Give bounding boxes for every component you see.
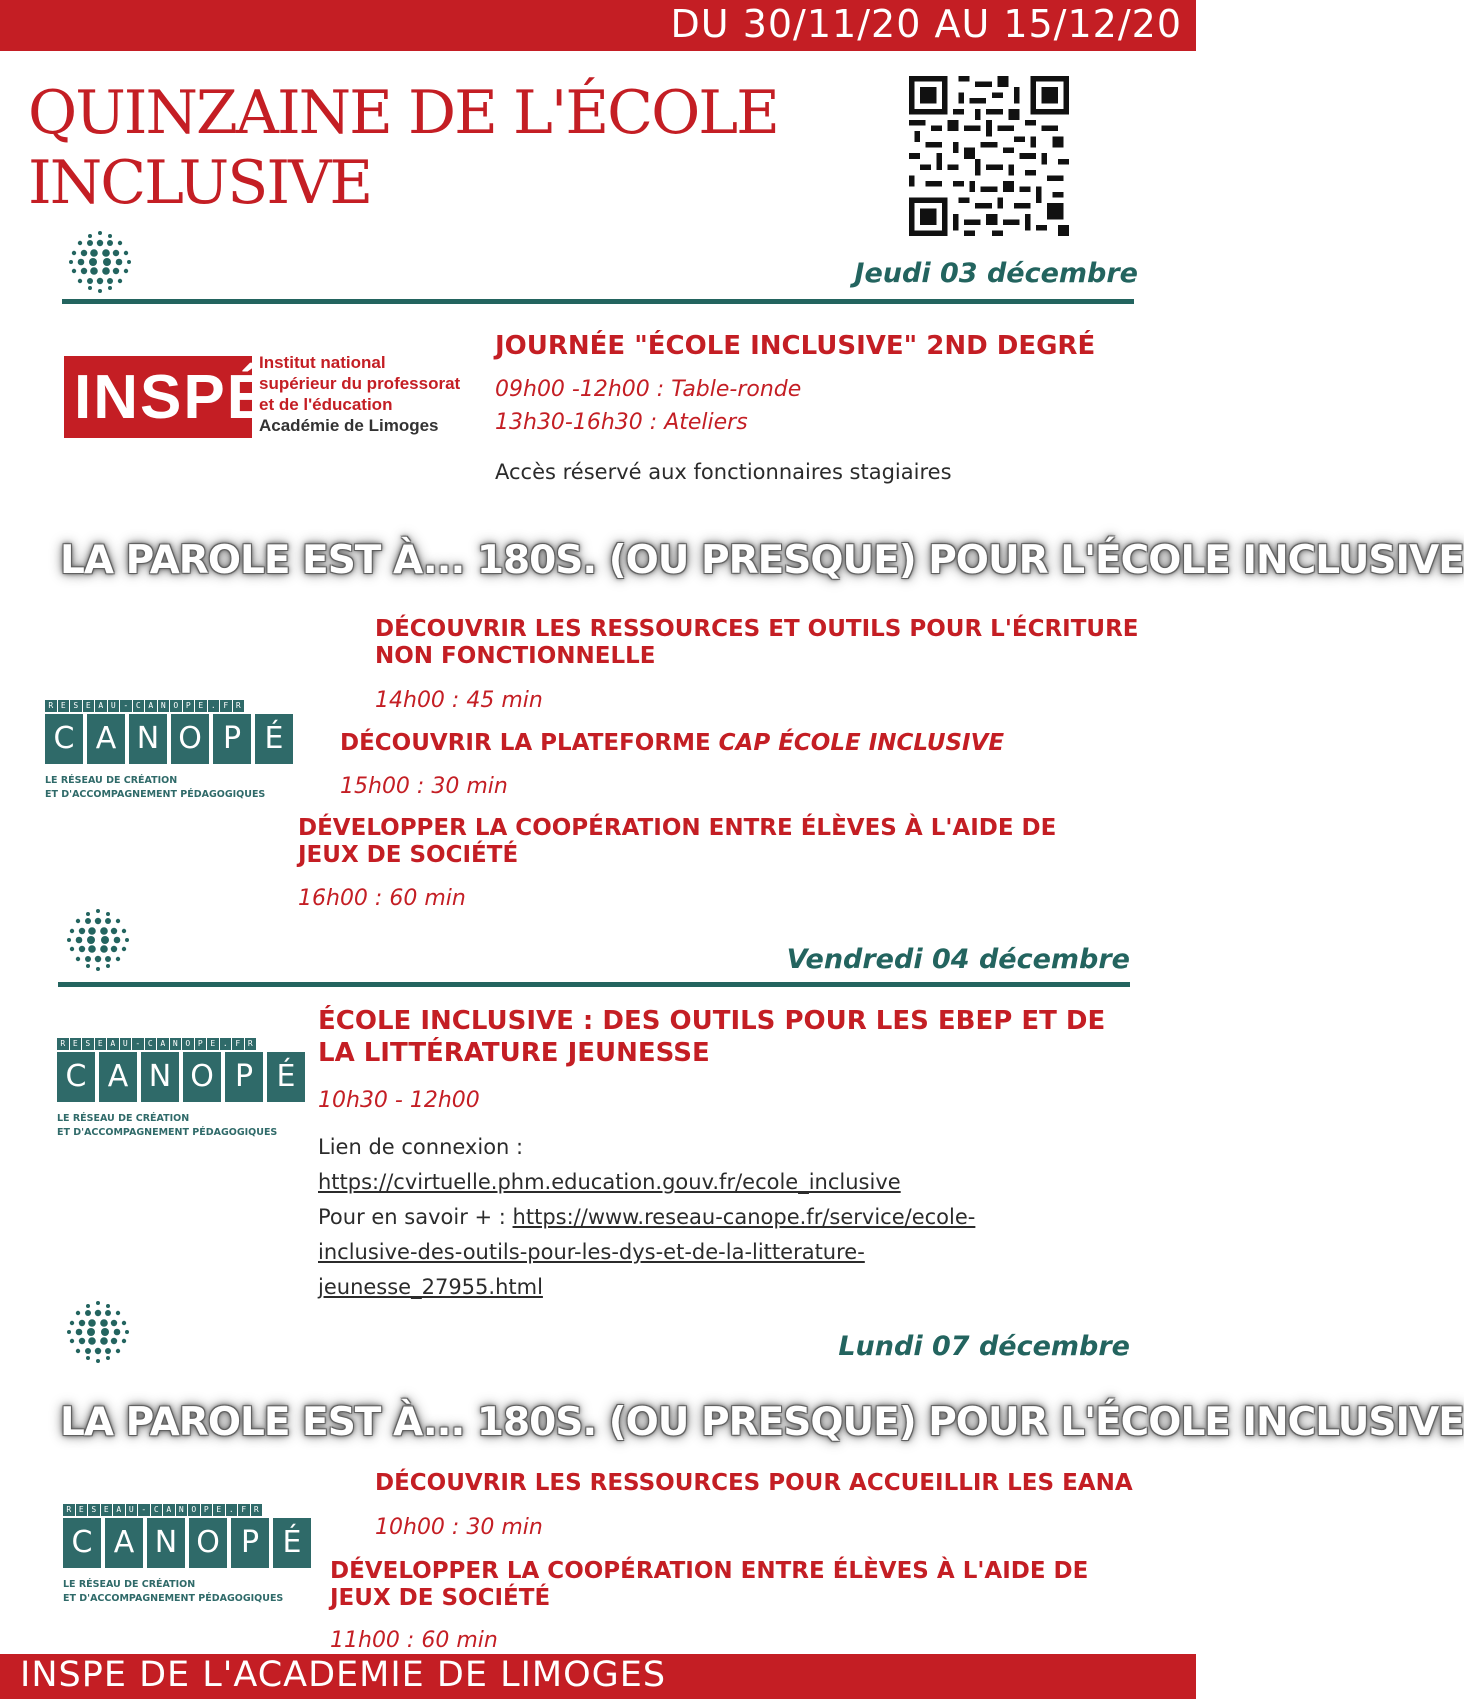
canope-url-char: F [232, 1038, 244, 1050]
canope-url-char: E [207, 1038, 219, 1050]
event-title-line: DÉVELOPPER LA COOPÉRATION ENTRE ÉLÈVES À L'AIDE DE [330, 1558, 1089, 1584]
day-divider [58, 982, 1130, 987]
canope-wordmark [57, 1052, 309, 1102]
event-time: 11h00 : 60 min [330, 1628, 498, 1653]
canope-url-char: O [182, 1038, 194, 1050]
canope-letter: C [45, 714, 83, 764]
canope-url-char: . [220, 1038, 232, 1050]
event-time-ateliers: 13h30-16h30 : Ateliers [495, 410, 748, 435]
canope-url-char: P [201, 1504, 213, 1516]
canope-url-row [57, 1038, 257, 1050]
canope-logo [57, 1038, 302, 1142]
dot-pattern-icon [66, 908, 130, 972]
page-title-line2: INCLUSIVE [28, 148, 372, 218]
event-title-line: NON FONCTIONNELLE [375, 643, 656, 669]
canope-url-char: N [158, 700, 170, 712]
canope-url-char: - [138, 1504, 150, 1516]
day-label-vendredi: Vendredi 04 décembre [786, 944, 1130, 975]
inspe-logo-text: INSPÉ [74, 363, 271, 432]
canope-letter: P [225, 1052, 263, 1102]
access-note: Accès réservé aux fonctionnaires stagiaires [495, 460, 952, 484]
canope-url-char: U [120, 1038, 132, 1050]
canope-url-char: O [170, 700, 182, 712]
more-label: Pour en savoir + : [318, 1205, 513, 1229]
event-title-line: DÉCOUVRIR LES RESSOURCES ET OUTILS POUR L'ÉCRITURE [375, 616, 1139, 642]
canope-url-char: E [58, 700, 70, 712]
canope-wordmark [63, 1518, 315, 1568]
canope-tagline: LE RÉSEAU DE CRÉATION ET D'ACCOMPAGNEMENT PÉDAGOGIQUES [63, 1579, 284, 1604]
canope-letter: É [273, 1518, 311, 1568]
inspe-logo-line1: Institut national [259, 353, 386, 372]
canope-url-char: P [195, 1038, 207, 1050]
inspe-logo-line3: et de l'éducation [259, 395, 393, 414]
event-title-italic: CAP ÉCOLE INCLUSIVE [718, 730, 1005, 756]
canope-url-char: A [163, 1504, 175, 1516]
canope-letter: N [141, 1052, 179, 1102]
canope-url-char: . [208, 700, 220, 712]
event-time: 10h00 : 30 min [375, 1515, 543, 1540]
event-title-line: JEUX DE SOCIÉTÉ [298, 842, 519, 868]
dot-pattern-icon [68, 230, 132, 294]
canope-url-char: F [238, 1504, 250, 1516]
page-title-line1: QUINZAINE DE L'ÉCOLE [28, 78, 778, 148]
canope-url-char: E [95, 1038, 107, 1050]
canope-url-char: A [157, 1038, 169, 1050]
day-label-lundi: Lundi 07 décembre [838, 1331, 1130, 1362]
event-time: 16h00 : 60 min [298, 886, 466, 911]
day-label-jeudi: Jeudi 03 décembre [854, 258, 1138, 289]
canope-url-char: E [83, 700, 95, 712]
canope-url-char: R [233, 700, 245, 712]
canope-url-char: C [151, 1504, 163, 1516]
canope-letter: N [147, 1518, 185, 1568]
event-title [340, 730, 1160, 757]
more-info-link[interactable]: jeunesse_27955.html [318, 1275, 543, 1299]
top-banner [0, 0, 1196, 51]
canope-url-char: - [132, 1038, 144, 1050]
canope-url-char: N [176, 1504, 188, 1516]
canope-url-char: . [226, 1504, 238, 1516]
footer-banner [0, 1654, 1196, 1699]
canope-url-char: S [82, 1038, 94, 1050]
canope-letter: É [255, 714, 293, 764]
canope-url-char: O [188, 1504, 200, 1516]
canope-url-char: E [76, 1504, 88, 1516]
canope-letter: C [63, 1518, 101, 1568]
inspe-logo-line2: supérieur du professorat [259, 374, 461, 393]
more-info-link[interactable]: https://www.reseau-canope.fr/service/ecole- [512, 1205, 976, 1229]
canope-url-char: A [145, 700, 157, 712]
parole-banner: LA PAROLE EST À... 180S. (OU PRESQUE) POUR L'ÉCOLE INCLUSIVE [60, 538, 1464, 583]
inspe-logo [64, 352, 484, 442]
event-title-line: LA LITTÉRATURE JEUNESSE [318, 1038, 710, 1068]
canope-letter: É [267, 1052, 305, 1102]
dot-pattern-icon [66, 1300, 130, 1364]
date-range: DU 30/11/20 AU 15/12/20 [670, 2, 1182, 46]
canope-url-char: R [63, 1504, 75, 1516]
canope-url-char: E [70, 1038, 82, 1050]
canope-url-row [45, 700, 245, 712]
canope-tagline: LE RÉSEAU DE CRÉATION ET D'ACCOMPAGNEMENT PÉDAGOGIQUES [45, 775, 266, 800]
canope-letter: O [171, 714, 209, 764]
canope-wordmark [45, 714, 297, 764]
canope-url-char: R [251, 1504, 263, 1516]
canope-logo [45, 700, 290, 804]
event-title-line: ÉCOLE INCLUSIVE : DES OUTILS POUR LES EBEP ET DE [318, 1006, 1106, 1036]
canope-tagline: LE RÉSEAU DE CRÉATION ET D'ACCOMPAGNEMENT PÉDAGOGIQUES [57, 1113, 278, 1138]
canope-letter: A [87, 714, 125, 764]
canope-url-char: R [57, 1038, 69, 1050]
canope-url-char: R [45, 700, 57, 712]
event-title-prefix: DÉCOUVRIR LA PLATEFORME [340, 730, 719, 756]
event-title-ebep [318, 1005, 1168, 1069]
event-title-journee: JOURNÉE "ÉCOLE INCLUSIVE" 2ND DEGRÉ [495, 331, 1096, 361]
canope-url-char: - [120, 700, 132, 712]
event-time: 15h00 : 30 min [340, 774, 508, 799]
canope-url-char: A [113, 1504, 125, 1516]
event-title: DÉCOUVRIR LES RESSOURCES POUR ACCUEILLIR LES EANA [375, 1470, 1133, 1496]
canope-url-char: A [107, 1038, 119, 1050]
canope-letter: O [183, 1052, 221, 1102]
canope-url-char: P [183, 700, 195, 712]
event-time-table-ronde: 09h00 -12h00 : Table-ronde [495, 377, 802, 402]
day-divider [62, 299, 1134, 304]
canope-url-char: U [108, 700, 120, 712]
page-title [28, 78, 788, 218]
canope-letter: O [189, 1518, 227, 1568]
canope-letter: C [57, 1052, 95, 1102]
event-title-line: JEUX DE SOCIÉTÉ [330, 1585, 551, 1611]
connection-link[interactable]: https://cvirtuelle.phm.education.gouv.fr/ecole_inclusive [318, 1170, 901, 1194]
event-title [330, 1558, 1170, 1612]
qr-code[interactable] [908, 76, 1070, 236]
canope-url-char: E [195, 700, 207, 712]
event-time: 14h00 : 45 min [375, 688, 543, 713]
event-links [318, 1130, 1118, 1305]
canope-logo [63, 1504, 308, 1608]
inspe-logo-line4: Académie de Limoges [259, 416, 439, 435]
canope-url-char: C [133, 700, 145, 712]
canope-url-char: U [126, 1504, 138, 1516]
canope-letter: A [99, 1052, 137, 1102]
canope-url-char: E [101, 1504, 113, 1516]
event-title-line: DÉVELOPPER LA COOPÉRATION ENTRE ÉLÈVES À L'AIDE DE [298, 815, 1057, 841]
canope-url-char: R [245, 1038, 257, 1050]
canope-letter: P [213, 714, 251, 764]
canope-letter: P [231, 1518, 269, 1568]
canope-url-row [63, 1504, 263, 1516]
canope-url-char: A [95, 700, 107, 712]
link-label: Lien de connexion : [318, 1135, 524, 1159]
canope-letter: A [105, 1518, 143, 1568]
event-time: 10h30 - 12h00 [318, 1088, 480, 1113]
parole-banner: LA PAROLE EST À... 180S. (OU PRESQUE) POUR L'ÉCOLE INCLUSIVE [60, 1400, 1464, 1445]
event-title [375, 616, 1165, 670]
canope-url-char: F [220, 700, 232, 712]
canope-url-char: S [70, 700, 82, 712]
canope-url-char: N [170, 1038, 182, 1050]
canope-url-char: C [145, 1038, 157, 1050]
canope-url-char: E [213, 1504, 225, 1516]
event-title [298, 815, 1158, 869]
canope-letter: N [129, 714, 167, 764]
footer-text: INSPE DE L'ACADEMIE DE LIMOGES [20, 1655, 667, 1695]
canope-url-char: S [88, 1504, 100, 1516]
more-info-link[interactable]: inclusive-des-outils-pour-les-dys-et-de-la-litterature- [318, 1240, 865, 1264]
